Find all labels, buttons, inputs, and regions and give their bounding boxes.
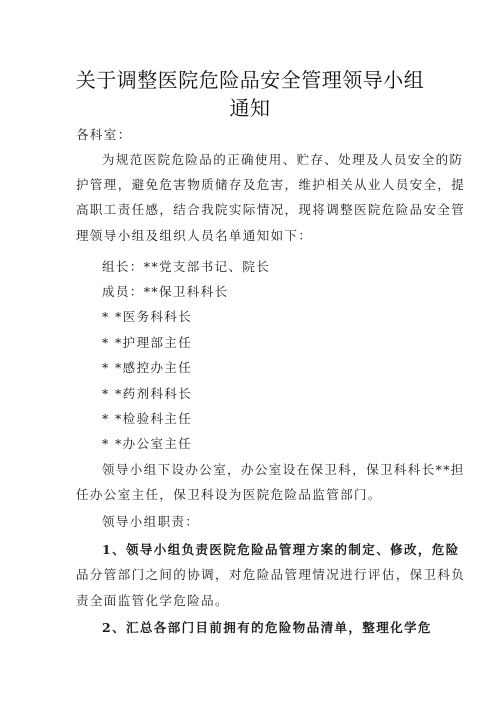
leader-line: 组长：**党支部书记、院长 (102, 259, 271, 274)
member-item: * *药剂科科长 (102, 386, 193, 401)
member-line: 成员：**保卫科科长 (102, 284, 229, 299)
intro-line: 理领导小组及组织人员名单通知如下： (76, 228, 313, 243)
document-title-line-1: 关于调整医院危险品安全管理领导小组 (75, 68, 425, 92)
document-title-line-2: 通知 (229, 96, 271, 120)
duty-2-line: 2、汇总各部门目前拥有的危险物品清单，整理化学危 (102, 620, 432, 635)
member-item: * *感控办主任 (102, 360, 193, 375)
office-line: 领导小组下设办公室，办公室设在保卫科，保卫科科长**担 (102, 462, 465, 477)
duty-1-line: 品分管部门之间的协调，对危险品管理情况进行评估，保卫科负 (76, 567, 466, 582)
intro-line: 为规范医院危险品的正确使用、贮存、处理及人员安全的防 (102, 152, 464, 167)
duty-1-line: 1、领导小组负责医院危险品管理方案的制定、修改，危险 (102, 542, 460, 557)
member-item: * *医务科科长 (102, 309, 193, 324)
member-item: * *办公室主任 (102, 436, 193, 451)
duty-1-line: 责全面监管化学危险品。 (76, 593, 229, 608)
intro-line: 高职工责任感，结合我院实际情况，现将调整医院危险品安全管 (76, 202, 466, 217)
intro-line: 护管理，避免危害物质储存及危害，维护相关从业人员安全，提 (76, 177, 466, 192)
salutation: 各科室： (76, 127, 132, 142)
member-item: * *护理部主任 (102, 335, 193, 350)
duties-heading: 领导小组职责： (102, 514, 200, 529)
member-item: * *检验科主任 (102, 411, 193, 426)
office-line: 任办公室主任，保卫科设为医院危险品监管部门。 (76, 487, 382, 502)
